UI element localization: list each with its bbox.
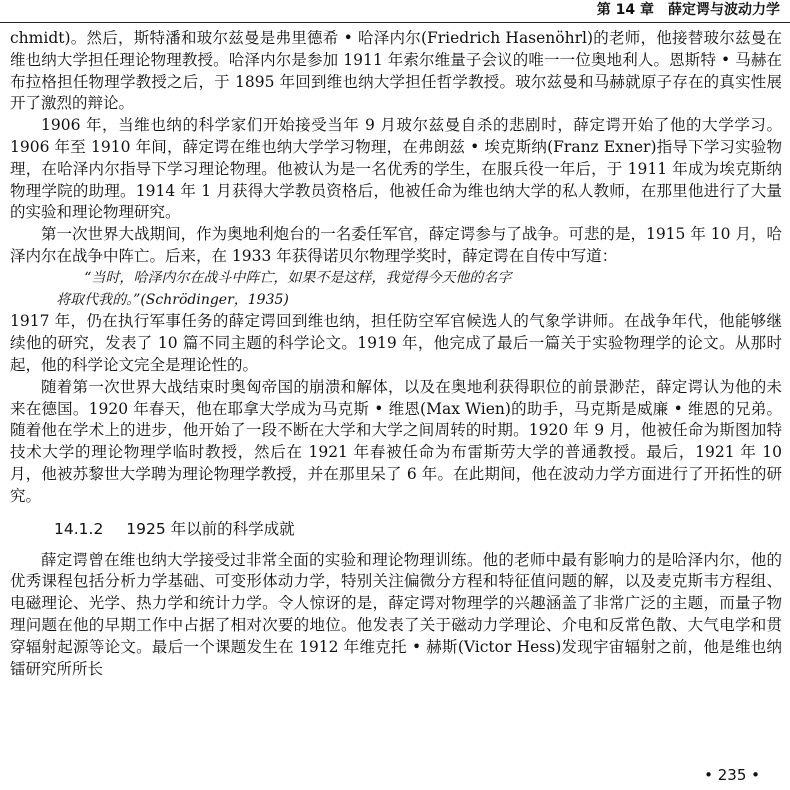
paragraph-wwi: 第一次世界大战期间，作为奥地利炮台的一名委任军官，薛定谔参与了战争。可悲的是，1915 年 10 月，哈泽内尔在战争中阵亡。后来，在 1933 年获得诺贝尔物理学奖时，薛定谔在自传中写道： (10, 225, 782, 265)
page-body (10, 28, 782, 680)
page-number: • 235 • (704, 766, 760, 784)
running-header (0, 0, 790, 23)
paragraph-1917: 1917 年，仍在执行军事任务的薛定谔回到维也纳，担任防空军官候选人的气象学讲师。在战争年代，他能够继续他的研究，发表了 10 篇不同主题的科学论文。1919 年，他完成了最后一篇关于实验物理学的论文。从那时起，他的科学论文完全是理论性的。 (10, 312, 782, 374)
paragraph-training: 薛定谔曾在维也纳大学接受过非常全面的实验和理论物理训练。他的老师中最有影响力的是哈泽内尔，他的优秀课程包括分析力学基础、可变形体动力学，特别关注偏微分方程和特征值问题的解，以及麦克斯韦方程组、电磁理论、光学、热力学和统计力学。令人惊讶的是，薛定谔对物理学的兴趣涵盖了非常广泛的主题，而量子物理问题在他的早期工作中占据了相对次要的地位。他发表了关于磁动力学理论、介电和反常色散、大气电学和贯穿辐射起源等论文。最后一个课题发生在 1912 年维克托 • 赫斯(Victor Hess)发现宇宙辐射之前，他是维也纳镭研究所所长 (10, 550, 782, 678)
section-heading (10, 518, 782, 540)
block-quote-line-2: 将取代我的。”(Schrödinger，1935) (56, 291, 289, 308)
section-number: 14.1.2 (54, 519, 104, 538)
paragraph-germany: 随着第一次世界大战结束时奥匈帝国的崩溃和解体，以及在奥地利获得职位的前景渺茫，薛定谔认为他的未来在德国。1920 年春天，他在耶拿大学成为马克斯 • 维恩(Max Wien)的助手，马克斯是威廉 • 维恩的兄弟。随着他在学术上的进步，他开始了一段不断在大学和大学之间周转的时期。1920 年 9 月，他被任命为斯图加特技术大学的理论物理学临时教授，然后在 1921 年春被任命为布雷斯劳大学的普通教授。最后，1921 年 10 月，他被苏黎世大学聘为理论物理学教授，并在那里呆了 6 年。在此期间，他在波动力学方面进行了开拓性的研究。 (10, 377, 782, 505)
paragraph-continued: chmidt)。然后，斯特潘和玻尔兹曼是弗里德希 • 哈泽内尔(Friedrich Hasenöhrl)的老师，他接替玻尔兹曼在维也纳大学担任理论物理教授。哈泽内尔是参加 1911 年索尔维量子会议的唯一一位奥地利人。恩斯特 • 马赫在布拉格担任物理学教授之后，于 1895 年回到维也纳大学担任哲学教授。玻尔兹曼和马赫就原子存在的真实性展开了激烈的辩论。 (10, 29, 782, 113)
paragraph-1906: 1906 年，当维也纳的科学家们开始接受当年 9 月玻尔兹曼自杀的悲剧时，薛定谔开始了他的大学学习。1906 年至 1910 年间，薛定谔在维也纳大学学习物理，在弗朗兹 • 埃克斯纳(Franz Exner)指导下学习实验物理，在哈泽内尔指导下学习理论物理。他被认为是一名优秀的学生，在服兵役一年后，于 1911 年成为埃克斯纳物理学院的助理。1914 年 1 月获得大学教员资格后，他被任命为维也纳大学的私人教师，在那里他进行了大量的实验和理论物理研究。 (10, 116, 782, 222)
chapter-header-title: 第 14 章 薛定谔与波动力学 (596, 2, 780, 18)
block-quote-line-1: “当时，哈泽内尔在战斗中阵亡，如果不是这样，我觉得今天他的名字 (84, 269, 512, 286)
section-title: 1925 年以前的科学成就 (126, 519, 295, 538)
